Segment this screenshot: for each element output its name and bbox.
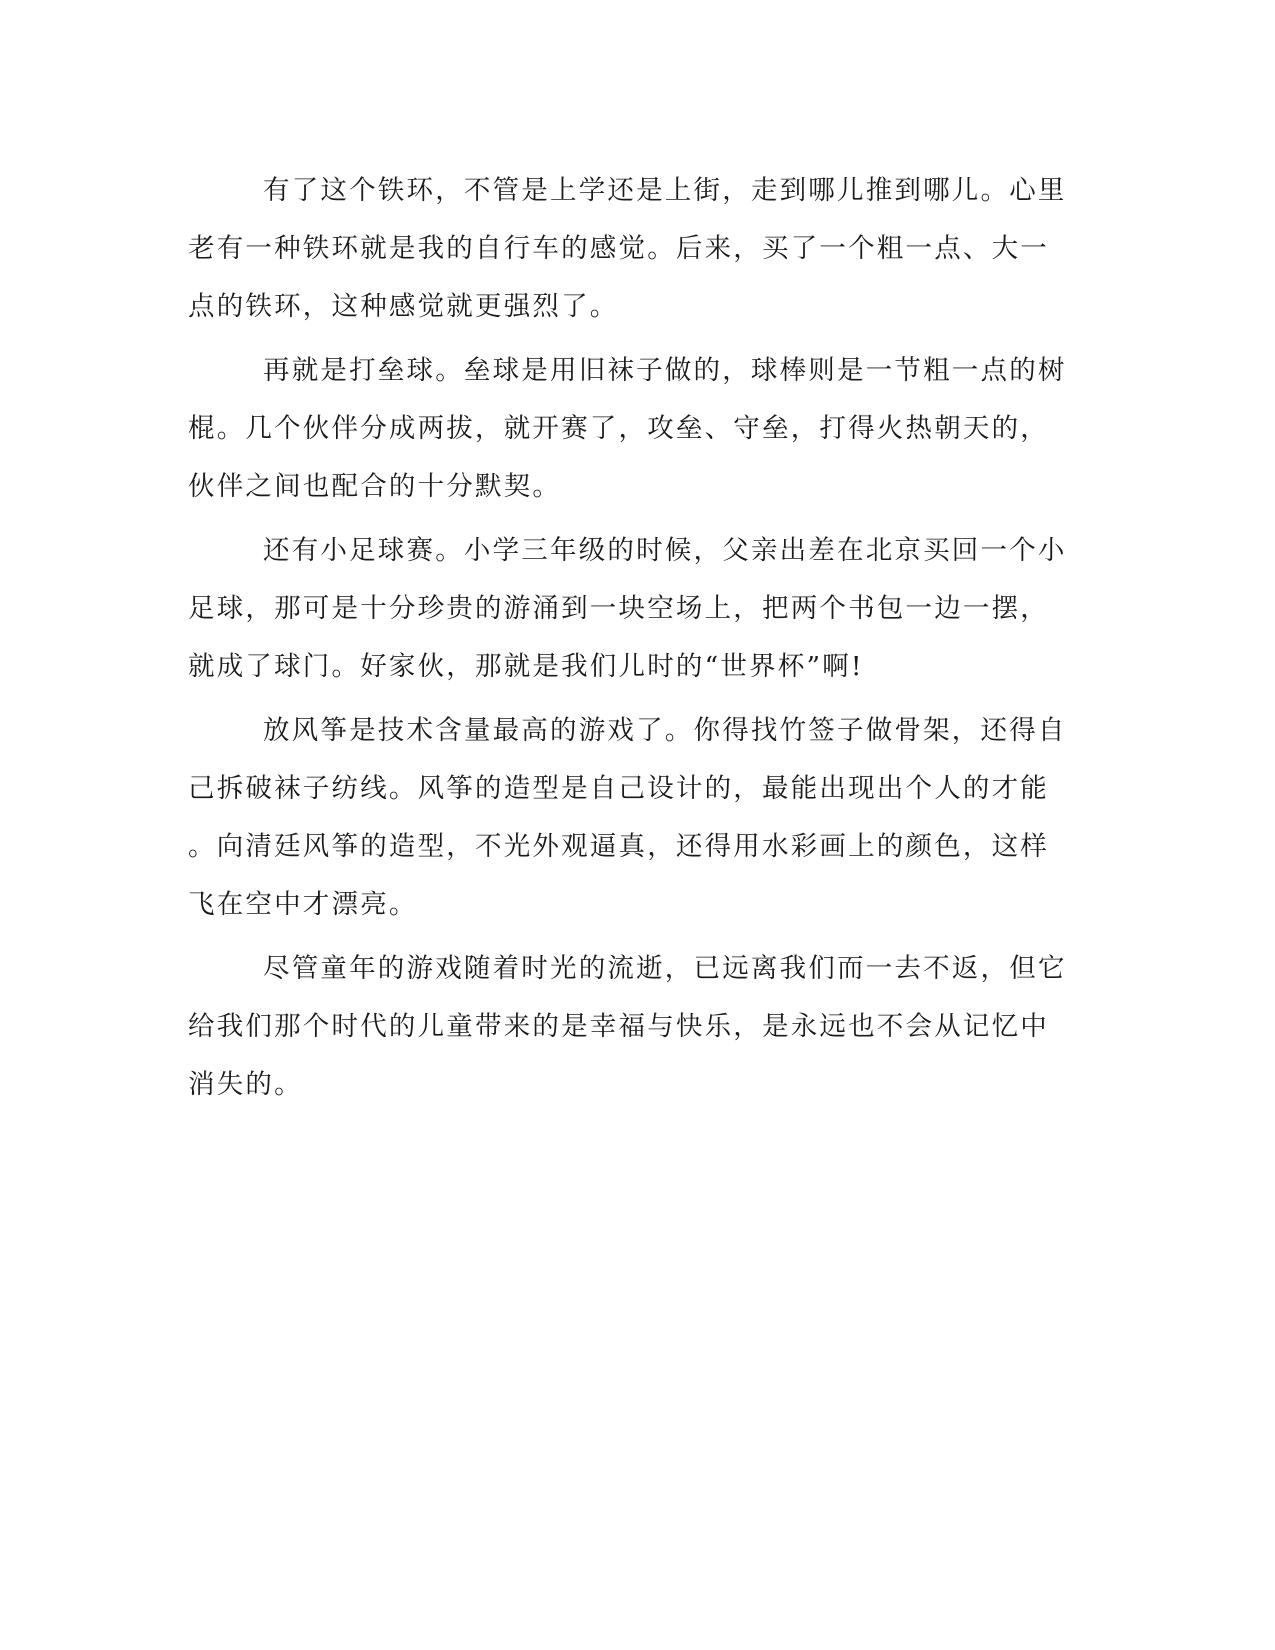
text-line: 点的铁环，这种感觉就更强烈了。 <box>188 291 619 322</box>
paragraph-iron-hoop <box>188 162 1078 336</box>
text-line: 。向清廷风筝的造型，不光外观逼真，还得用水彩画上的颜色，这样 <box>188 831 1049 862</box>
text-line: 尽管童年的游戏随着时光的流逝，已远离我们而一去不返，但它 <box>263 953 1067 984</box>
text-line: 给我们那个时代的儿童带来的是幸福与快乐，是永远也不会从记忆中 <box>188 1011 1049 1042</box>
text-line: 己拆破袜子纺线。风筝的造型是自己设计的，最能出现出个人的才能 <box>188 773 1049 804</box>
text-line: 就成了球门。好家伙，那就是我们儿时的“世界杯”啊! <box>188 651 864 682</box>
text-line: 消失的。 <box>188 1069 303 1100</box>
paragraph-football <box>188 522 1078 696</box>
text-line: 飞在空中才漂亮。 <box>188 889 418 920</box>
text-line: 老有一种铁环就是我的自行车的感觉。后来，买了一个粗一点、大一 <box>188 233 1049 264</box>
text-line: 棍。几个伙伴分成两拔，就开赛了，攻垒、守垒，打得火热朝天的， <box>188 413 1049 444</box>
document-body <box>188 162 1078 1120</box>
text-line: 伙伴之间也配合的十分默契。 <box>188 471 562 502</box>
text-line: 有了这个铁环，不管是上学还是上街，走到哪儿推到哪儿。心里 <box>263 175 1067 206</box>
text-line: 还有小足球赛。小学三年级的时候，父亲出差在北京买回一个小 <box>263 535 1067 566</box>
text-line: 足球，那可是十分珍贵的游涌到一块空场上，把两个书包一边一摆， <box>188 593 1049 624</box>
paragraph-kite <box>188 702 1078 934</box>
paragraph-softball <box>188 342 1078 516</box>
text-line: 再就是打垒球。垒球是用旧袜子做的，球棒则是一节粗一点的树 <box>263 355 1067 386</box>
paragraph-conclusion <box>188 940 1078 1114</box>
text-line: 放风筝是技术含量最高的游戏了。你得找竹签子做骨架，还得自 <box>263 715 1067 746</box>
